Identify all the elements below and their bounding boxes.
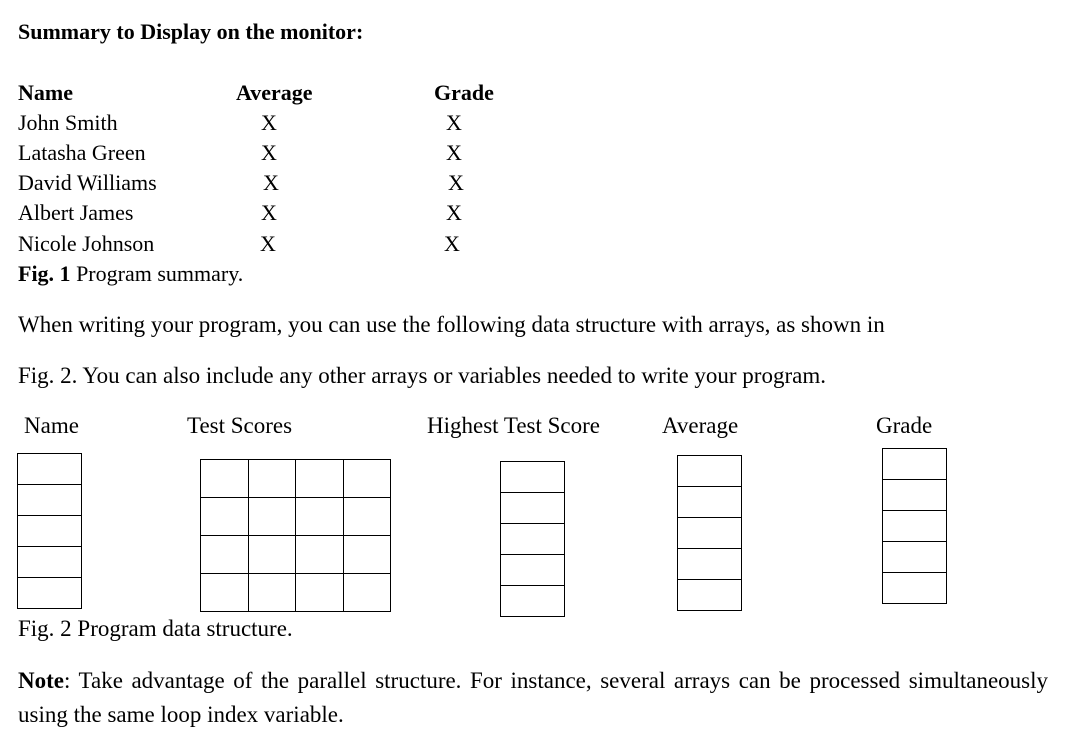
fig1-caption-text: Program summary. xyxy=(70,261,244,286)
grid-cell xyxy=(344,498,392,536)
note-paragraph xyxy=(18,664,1048,732)
array-cell xyxy=(500,554,565,586)
row-name: Latasha Green xyxy=(18,140,146,165)
grid-cell xyxy=(344,536,392,574)
grid-cell xyxy=(296,498,344,536)
array-cell xyxy=(882,541,947,573)
array-cell xyxy=(17,484,82,516)
row-average: X xyxy=(261,200,277,225)
row-average: X xyxy=(261,110,277,135)
array-cell xyxy=(500,461,565,493)
array-label-test-scores: Test Scores xyxy=(187,413,293,438)
array-label-grade: Grade xyxy=(876,413,933,438)
grid-cell xyxy=(344,574,392,612)
note-text: : Take advantage of the parallel structure. For instance, several arrays can be processed simultaneously using the same loop index variable. xyxy=(18,668,1048,727)
paragraph-line-1: When writing your program, you can use the following data structure with arrays, as shown in xyxy=(18,312,885,337)
header-average: Average xyxy=(236,80,313,105)
row-name: John Smith xyxy=(18,110,118,135)
array-cell xyxy=(17,453,82,485)
grid-cell xyxy=(249,536,297,574)
grid-cell xyxy=(344,460,392,498)
row-name: Albert James xyxy=(18,200,134,225)
grid-cell xyxy=(201,536,249,574)
name-array xyxy=(17,453,82,609)
highest-score-array xyxy=(500,461,565,617)
array-cell xyxy=(500,585,565,617)
grid-cell xyxy=(249,460,297,498)
array-cell xyxy=(677,486,742,518)
row-name: Nicole Johnson xyxy=(18,231,155,256)
array-cell xyxy=(677,579,742,611)
grid-cell xyxy=(296,574,344,612)
array-cell xyxy=(677,548,742,580)
row-grade: X xyxy=(446,110,462,135)
note-label: Note xyxy=(18,668,64,693)
row-grade: X xyxy=(444,231,460,256)
grid-cell xyxy=(296,536,344,574)
array-cell xyxy=(17,577,82,609)
array-label-name: Name xyxy=(24,413,79,438)
header-grade: Grade xyxy=(434,80,494,105)
test-scores-array xyxy=(200,459,391,612)
array-label-average: Average xyxy=(662,413,739,438)
row-average: X xyxy=(263,170,279,195)
header-name: Name xyxy=(18,80,73,105)
grid-cell xyxy=(249,574,297,612)
array-cell xyxy=(882,448,947,480)
array-cell xyxy=(882,572,947,604)
array-cell xyxy=(17,515,82,547)
fig1-label: Fig. 1 xyxy=(18,261,71,286)
grid-cell xyxy=(201,498,249,536)
fig2-caption: Fig. 2 Program data structure. xyxy=(18,616,293,641)
array-label-highest: Highest Test Score xyxy=(427,413,600,438)
grid-cell xyxy=(296,460,344,498)
average-array xyxy=(677,455,742,611)
row-grade: X xyxy=(446,140,462,165)
grade-array xyxy=(882,448,947,604)
array-cell xyxy=(882,479,947,511)
grid-cell xyxy=(249,498,297,536)
row-name: David Williams xyxy=(18,170,157,195)
paragraph-line-2: Fig. 2. You can also include any other arrays or variables needed to write your program. xyxy=(18,363,826,388)
page-title: Summary to Display on the monitor: xyxy=(18,19,364,44)
row-average: X xyxy=(261,140,277,165)
array-cell xyxy=(500,492,565,524)
row-grade: X xyxy=(448,170,464,195)
array-cell xyxy=(882,510,947,542)
array-cell xyxy=(500,523,565,555)
row-grade: X xyxy=(446,200,462,225)
array-cell xyxy=(17,546,82,578)
grid-cell xyxy=(201,574,249,612)
grid-cell xyxy=(201,460,249,498)
row-average: X xyxy=(260,231,276,256)
array-cell xyxy=(677,455,742,487)
array-cell xyxy=(677,517,742,549)
fig1-caption xyxy=(18,261,243,287)
